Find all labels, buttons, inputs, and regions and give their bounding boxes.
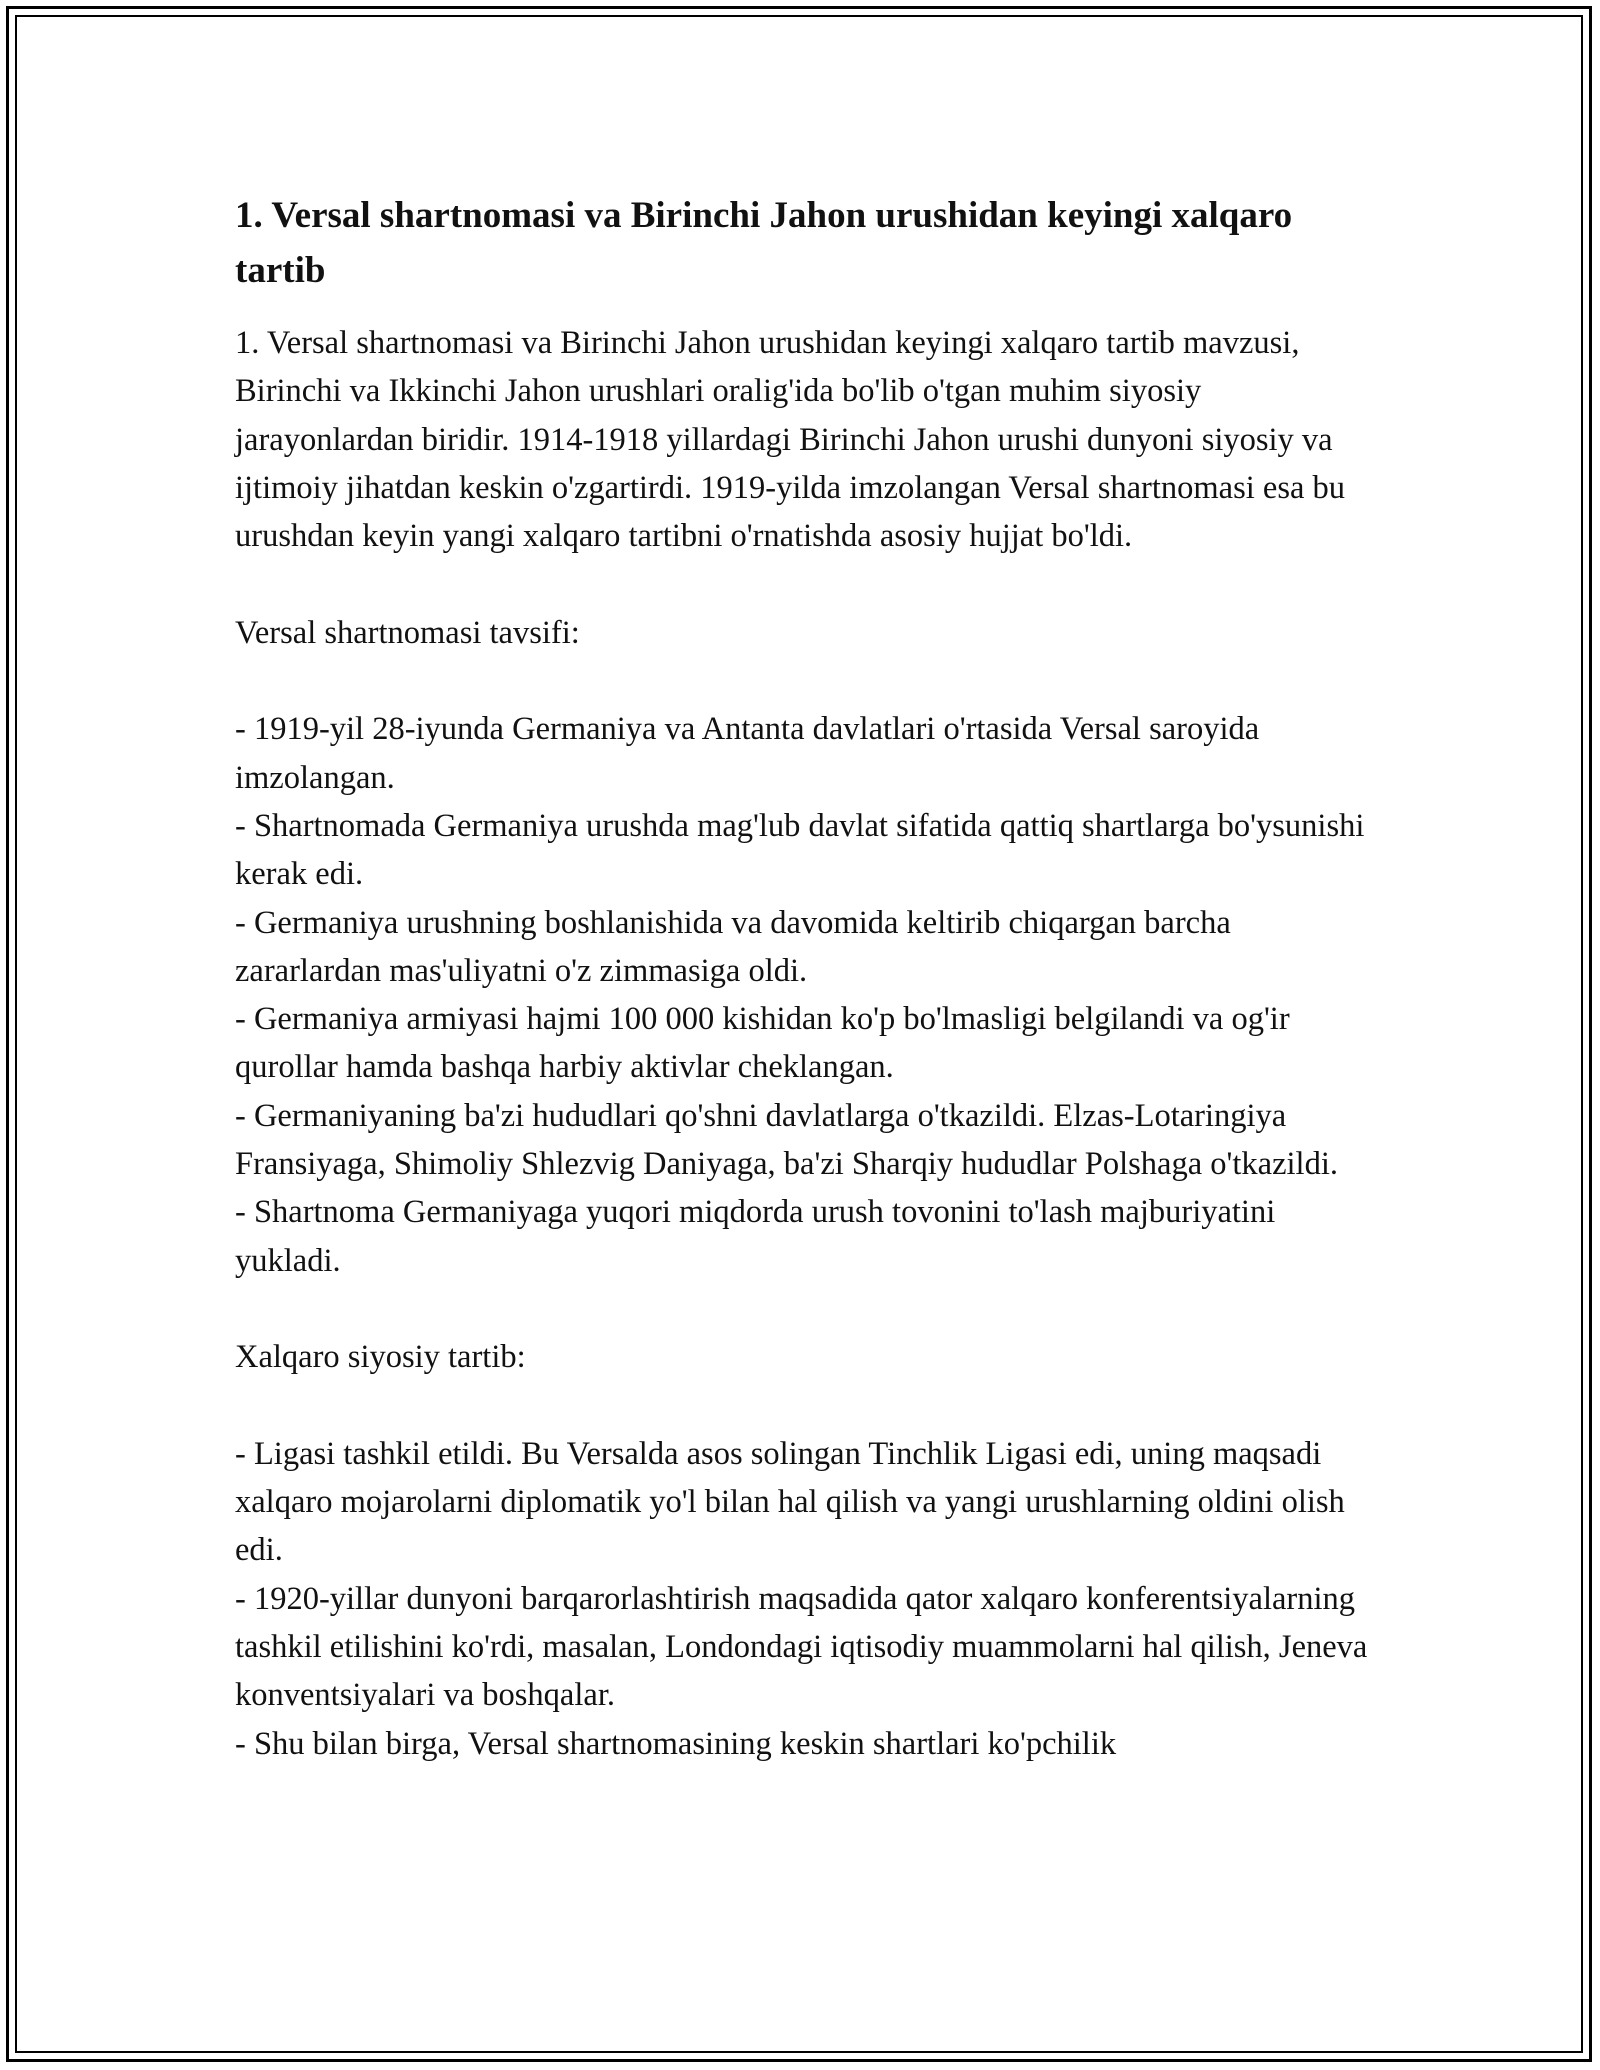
treaty-list <box>235 705 1375 1285</box>
document-heading: 1. Versal shartnomasi va Birinchi Jahon urushidan keyingi xalqaro tartib <box>235 195 1293 291</box>
list-item: - Shartnoma Germaniyaga yuqori miqdorda urush tovonini to'lash majburiyatini yukladi. <box>235 1194 1276 1279</box>
document-body <box>235 319 1375 1768</box>
order-list <box>235 1430 1375 1768</box>
list-item: - 1919-yil 28-iyunda Germaniya va Antanta davlatlari o'rtasida Versal saroyida imzolangan. <box>235 711 1260 796</box>
list-item: - Shu bilan birga, Versal shartnomasining keskin shartlari ko'pchilik <box>235 1725 1117 1762</box>
list-item: - 1920-yillar dunyoni barqarorlashtirish maqsadida qator xalqaro konferentsiyalarning tashkil etilishini ko'rdi, masalan, Londondagi iqtisodiy muammolarni hal qilish, Jeneva konventsiyalari va boshqalar. <box>235 1580 1368 1714</box>
list-item: - Germaniya urushning boshlanishida va davomida keltirib chiqargan barcha zararlardan mas'uliyatni o'z zimmasiga oldi. <box>235 904 1231 989</box>
section-title-order: Xalqaro siyosiy tartib: <box>235 1339 526 1376</box>
section-title-treaty: Versal shartnomasi tavsifi: <box>235 614 580 651</box>
paragraph-spacer <box>235 657 1375 705</box>
intro-paragraph: 1. Versal shartnomasi va Birinchi Jahon urushidan keyingi xalqaro tartib mavzusi, Birinchi va Ikkinchi Jahon urushlari oralig'ida bo'lib o'tgan muhim siyosiy jarayonlardan biridir. 1914-1918 yillardagi Birinchi Jahon urushi dunyoni siyosiy va ijtimoiy jihatdan keskin o'zgartirdi. 1919-yilda imzolangan Versal shartnomasi esa bu urushdan keyin yangi xalqaro tartibni o'rnatishda asosiy hujjat bo'ldi. <box>235 325 1346 555</box>
paragraph-spacer <box>235 1285 1375 1333</box>
paragraph-spacer <box>235 1382 1375 1430</box>
list-item: - Ligasi tashkil etildi. Bu Versalda asos solingan Tinchlik Ligasi edi, uning maqsadi xalqaro mojarolarni diplomatik yo'l bilan hal qilish va yangi urushlarning oldini olish edi. <box>235 1435 1345 1569</box>
list-item: - Germaniyaning ba'zi hududlari qo'shni davlatlarga o'tkazildi. Elzas-Lotaringiya Fransiyaga, Shimoliy Shlezvig Daniyaga, ba'zi Sharqiy hududlar Polshaga o'tkazildi. <box>235 1097 1338 1183</box>
paragraph-spacer <box>235 560 1375 608</box>
list-item: - Germaniya armiyasi hajmi 100 000 kishidan ko'p bo'lmasligi belgilandi va og'ir qurollar hamda bashqa harbiy aktivlar cheklangan. <box>235 1001 1290 1086</box>
list-item: - Shartnomada Germaniya urushda mag'lub davlat sifatida qattiq shartlarga bo'ysunishi kerak edi. <box>235 807 1365 893</box>
document-content <box>235 188 1375 1768</box>
